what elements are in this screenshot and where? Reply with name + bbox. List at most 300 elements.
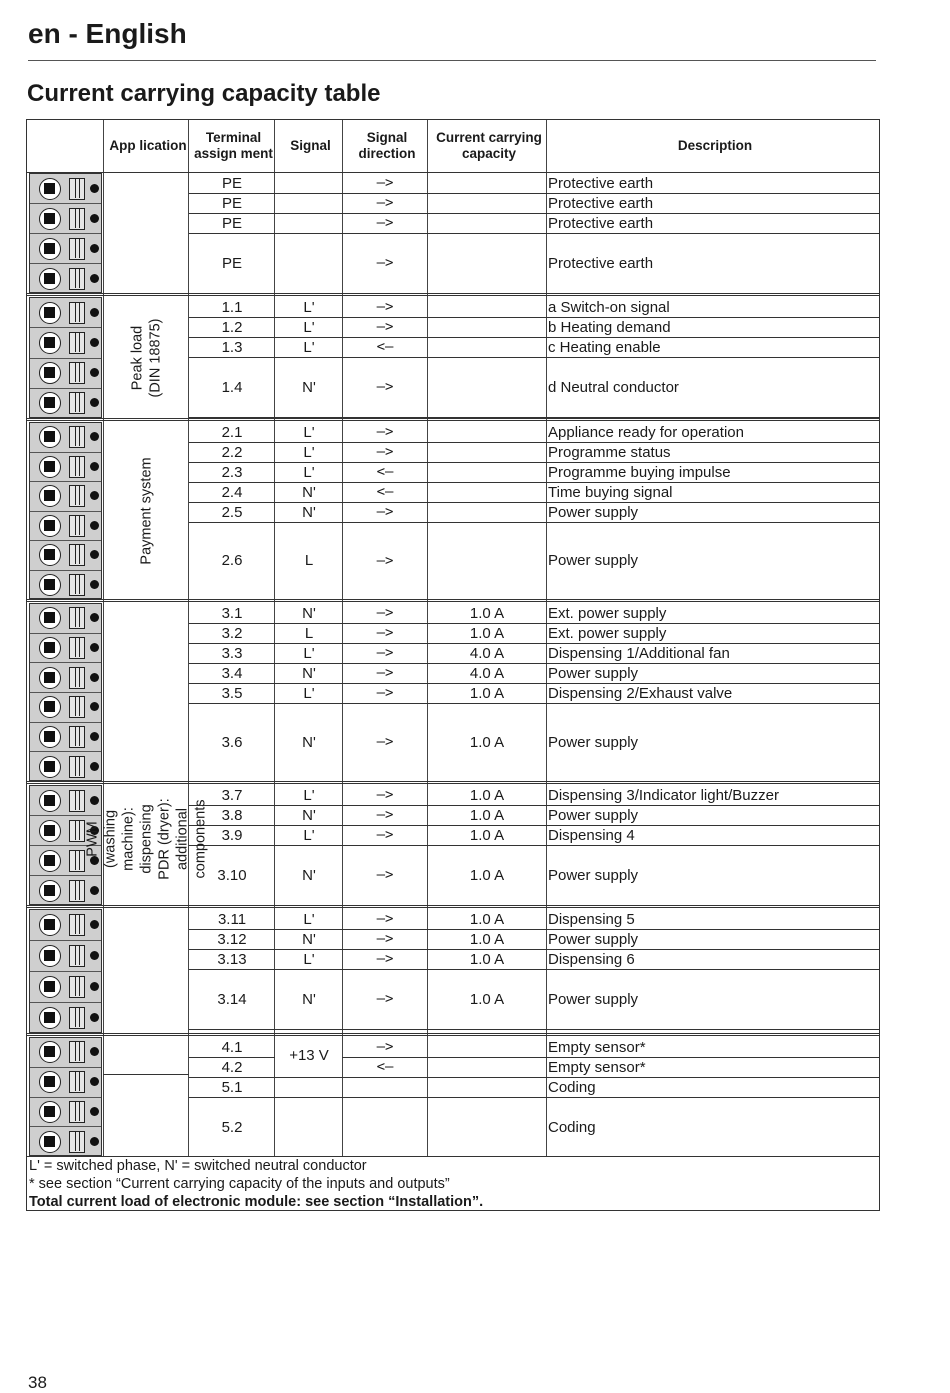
row-direction: —> <box>376 931 394 947</box>
clamp-icon <box>69 637 85 659</box>
contact-dot-icon <box>90 762 99 771</box>
contact-dot-icon <box>90 643 99 652</box>
connector-terminal <box>30 972 101 1003</box>
connector-terminal <box>30 359 101 389</box>
row-signal: N' <box>302 503 316 521</box>
screw-icon <box>39 820 61 842</box>
row-terminal: 3.13 <box>217 950 247 968</box>
row-terminal: PE <box>221 174 242 192</box>
row-terminal: 3.3 <box>221 644 243 662</box>
row-description: Programme status <box>548 443 671 461</box>
clamp-icon <box>69 392 85 414</box>
application-peak-load: Peak load (DIN 18875) <box>129 318 164 398</box>
row-signal <box>275 233 343 293</box>
row-current <box>427 1057 547 1077</box>
row-description: Coding <box>548 1078 596 1096</box>
connector-terminal <box>30 423 101 453</box>
connector-terminal <box>30 634 101 664</box>
clamp-icon <box>69 268 85 290</box>
header-description: Description <box>677 138 753 153</box>
clamp-icon <box>69 332 85 354</box>
current-capacity-table <box>26 119 880 1211</box>
footnote-legend: L' = switched phase, N' = switched neutral conductor <box>29 1158 367 1174</box>
row-terminal: 4.2 <box>221 1058 243 1076</box>
row-current: 1.0 A <box>469 826 505 844</box>
header-application: App lication <box>109 138 187 153</box>
row-signal: L' <box>303 338 315 356</box>
screw-icon <box>39 726 61 748</box>
coding-application-cell <box>104 1074 188 1156</box>
row-description: Dispensing 6 <box>548 950 635 968</box>
row-terminal: 2.1 <box>221 423 243 441</box>
row-current <box>427 193 547 213</box>
contact-dot-icon <box>90 1047 99 1056</box>
clamp-icon <box>69 1101 85 1123</box>
row-signal: L' <box>303 786 315 804</box>
clamp-icon <box>69 426 85 448</box>
clamp-icon <box>69 1041 85 1063</box>
row-signal: N' <box>302 866 316 884</box>
row-current: 1.0 A <box>469 733 505 751</box>
row-description: Empty sensor* <box>548 1058 646 1076</box>
screw-icon <box>39 456 61 478</box>
row-signal: N' <box>302 733 316 751</box>
contact-dot-icon <box>90 580 99 589</box>
screw-icon <box>39 637 61 659</box>
connector-terminal <box>30 1127 101 1157</box>
connector-terminal <box>30 389 101 419</box>
row-description: Protective earth <box>548 194 654 212</box>
row-signal: L' <box>303 443 315 461</box>
terminal-connector <box>29 909 102 1033</box>
application-pwm-pdr: PWM (washing machine): dispensing PDR (dryer): additional components <box>84 797 209 880</box>
row-terminal: 3.2 <box>221 624 243 642</box>
row-direction: <— <box>376 339 394 355</box>
row-description: Dispensing 3/Indicator light/Buzzer <box>548 786 779 804</box>
contact-dot-icon <box>90 184 99 193</box>
contact-dot-icon <box>90 432 99 441</box>
connector-terminal <box>30 453 101 483</box>
clamp-icon <box>69 1131 85 1153</box>
contact-dot-icon <box>90 491 99 500</box>
contact-dot-icon <box>90 308 99 317</box>
row-signal: L <box>304 552 314 569</box>
row-signal: N' <box>302 664 316 682</box>
clamp-icon <box>69 544 85 566</box>
screw-icon <box>39 238 61 260</box>
header-current-capacity: Current carrying capacity <box>436 130 542 161</box>
contact-dot-icon <box>90 521 99 530</box>
row-direction: <— <box>376 464 394 480</box>
header-terminal-assignment: Terminal assign ment <box>194 130 273 161</box>
connector-terminal <box>30 1068 101 1098</box>
connector-terminal <box>30 541 101 571</box>
contact-dot-icon <box>90 732 99 741</box>
row-direction: —> <box>376 379 394 395</box>
row-direction: —> <box>376 195 394 211</box>
header-signal: Signal <box>290 138 331 153</box>
connector-terminal <box>30 571 101 601</box>
row-terminal: 2.2 <box>221 443 243 461</box>
row-signal: N' <box>302 806 316 824</box>
row-current: 1.0 A <box>469 950 505 968</box>
row-terminal: 3.6 <box>221 733 243 751</box>
connector-terminal <box>30 663 101 693</box>
row-current <box>427 233 547 293</box>
row-description: Power supply <box>548 806 639 824</box>
contact-dot-icon <box>90 244 99 253</box>
row-signal <box>275 213 343 233</box>
row-description: Programme buying impulse <box>548 463 731 481</box>
row-current: 1.0 A <box>469 684 505 702</box>
row-description: Time buying signal <box>548 483 673 501</box>
clamp-icon <box>69 515 85 537</box>
connector-terminal <box>30 174 101 204</box>
row-signal: N' <box>302 930 316 948</box>
row-description: Power supply <box>548 664 639 682</box>
row-terminal: 3.4 <box>221 664 243 682</box>
row-divider <box>189 1029 879 1030</box>
connector-terminal <box>30 264 101 294</box>
row-direction: —> <box>376 605 394 621</box>
contact-dot-icon <box>90 886 99 895</box>
page-number: 38 <box>28 1373 47 1392</box>
footnote-asterisk: * see section “Current carrying capacity of the inputs and outputs” <box>29 1176 450 1192</box>
footnote-total-load: Total current load of electronic module: see section “Installation”. <box>29 1194 484 1210</box>
terminal-connector <box>29 422 102 599</box>
contact-dot-icon <box>90 398 99 407</box>
connector-terminal <box>30 693 101 723</box>
row-terminal: 5.2 <box>221 1118 243 1136</box>
row-direction: —> <box>376 645 394 661</box>
clamp-icon <box>69 302 85 324</box>
contact-dot-icon <box>90 274 99 283</box>
header-rule <box>28 60 876 61</box>
row-direction: —> <box>376 1039 394 1055</box>
row-description: Dispensing 5 <box>548 910 635 928</box>
row-current <box>427 1097 547 1157</box>
section-title: Current carrying capacity table <box>27 80 381 107</box>
row-terminal: 3.7 <box>221 786 243 804</box>
clamp-icon <box>69 238 85 260</box>
clamp-icon <box>69 208 85 230</box>
row-direction: —> <box>376 827 394 843</box>
merged-signal-value: +13 V <box>289 1047 329 1064</box>
screw-icon <box>39 332 61 354</box>
row-direction: —> <box>376 911 394 927</box>
row-description: b Heating demand <box>548 318 671 336</box>
row-terminal: PE <box>221 194 242 212</box>
row-current: 1.0 A <box>469 910 505 928</box>
footnote-separator <box>27 1156 879 1157</box>
row-current <box>427 522 547 599</box>
row-direction: —> <box>376 552 394 569</box>
row-direction: —> <box>376 255 394 271</box>
row-direction: —> <box>376 787 394 803</box>
row-description: Protective earth <box>548 254 654 272</box>
row-signal <box>275 193 343 213</box>
clamp-icon <box>69 945 85 967</box>
row-signal: L' <box>303 318 315 336</box>
screw-icon <box>39 850 61 872</box>
row-current <box>427 1077 547 1097</box>
row-current <box>427 213 547 233</box>
connector-terminal <box>30 482 101 512</box>
screw-icon <box>39 426 61 448</box>
row-description: Power supply <box>548 990 639 1008</box>
contact-dot-icon <box>90 1107 99 1116</box>
row-description: Dispensing 4 <box>548 826 635 844</box>
screw-icon <box>39 1071 61 1093</box>
row-signal: N' <box>302 990 316 1008</box>
clamp-icon <box>69 456 85 478</box>
contact-dot-icon <box>90 462 99 471</box>
screw-icon <box>39 544 61 566</box>
row-current <box>427 462 547 482</box>
screw-icon <box>39 667 61 689</box>
row-direction: —> <box>376 807 394 823</box>
connector-terminal <box>30 512 101 542</box>
clamp-icon <box>69 178 85 200</box>
row-direction: —> <box>376 215 394 231</box>
row-signal: L' <box>303 910 315 928</box>
contact-dot-icon <box>90 1137 99 1146</box>
clamp-icon <box>69 1071 85 1093</box>
connector-terminal <box>30 910 101 941</box>
contact-dot-icon <box>90 1077 99 1086</box>
row-terminal: 1.2 <box>221 318 243 336</box>
terminal-connector <box>29 297 102 418</box>
row-description: d Neutral conductor <box>548 378 679 396</box>
connector-terminal <box>30 1003 101 1034</box>
connector-terminal <box>30 234 101 264</box>
screw-icon <box>39 607 61 629</box>
row-description: Ext. power supply <box>548 604 667 622</box>
screw-icon <box>39 485 61 507</box>
header-signal-direction: Signal direction <box>358 130 416 161</box>
row-terminal: 5.1 <box>221 1078 243 1096</box>
row-current <box>427 173 547 193</box>
row-description: a Switch-on signal <box>548 298 670 316</box>
row-current <box>427 442 547 462</box>
row-current: 4.0 A <box>469 644 505 662</box>
contact-dot-icon <box>90 338 99 347</box>
row-description: Empty sensor* <box>548 1038 646 1056</box>
row-signal <box>275 173 343 193</box>
row-current <box>427 502 547 522</box>
row-direction: —> <box>376 951 394 967</box>
row-terminal: 3.1 <box>221 604 243 622</box>
screw-icon <box>39 392 61 414</box>
contact-dot-icon <box>90 982 99 991</box>
row-description: c Heating enable <box>548 338 661 356</box>
row-current <box>427 422 547 442</box>
clamp-icon <box>69 756 85 778</box>
screw-icon <box>39 696 61 718</box>
clamp-icon <box>69 362 85 384</box>
row-current: 1.0 A <box>469 990 505 1008</box>
row-terminal: 1.3 <box>221 338 243 356</box>
row-description: Power supply <box>548 503 639 521</box>
row-current: 1.0 A <box>469 866 505 884</box>
row-description: Appliance ready for operation <box>548 423 744 441</box>
row-terminal: 3.14 <box>217 990 247 1008</box>
row-description: Power supply <box>548 866 639 884</box>
screw-icon <box>39 515 61 537</box>
contact-dot-icon <box>90 920 99 929</box>
terminal-connector <box>29 603 102 781</box>
contact-dot-icon <box>90 1013 99 1022</box>
row-signal: N' <box>302 483 316 501</box>
row-terminal: 3.11 <box>217 910 247 928</box>
row-signal: L' <box>303 644 315 662</box>
row-direction: —> <box>376 685 394 701</box>
row-terminal: 2.6 <box>221 552 243 569</box>
row-signal: L' <box>303 826 315 844</box>
contact-dot-icon <box>90 214 99 223</box>
contact-dot-icon <box>90 368 99 377</box>
row-current: 1.0 A <box>469 624 505 642</box>
row-current <box>427 482 547 502</box>
row-direction: —> <box>376 424 394 440</box>
row-direction: —> <box>376 319 394 335</box>
row-direction: <— <box>376 484 394 500</box>
group-divider <box>27 293 879 296</box>
screw-icon <box>39 1131 61 1153</box>
screw-icon <box>39 945 61 967</box>
row-direction: —> <box>376 734 394 750</box>
coding-divider <box>103 1074 189 1075</box>
screw-icon <box>39 1007 61 1029</box>
clamp-icon <box>69 976 85 998</box>
row-direction: —> <box>376 299 394 315</box>
row-direction: —> <box>376 444 394 460</box>
clamp-icon <box>69 1007 85 1029</box>
contact-dot-icon <box>90 673 99 682</box>
contact-dot-icon <box>90 951 99 960</box>
screw-icon <box>39 790 61 812</box>
contact-dot-icon <box>90 702 99 711</box>
clamp-icon <box>69 574 85 596</box>
screw-icon <box>39 302 61 324</box>
screw-icon <box>39 756 61 778</box>
row-signal: L' <box>303 423 315 441</box>
screw-icon <box>39 976 61 998</box>
connector-terminal <box>30 941 101 972</box>
row-description: Protective earth <box>548 174 654 192</box>
terminal-connector <box>29 173 102 293</box>
application-payment-system: Payment system <box>138 457 155 565</box>
clamp-icon <box>69 485 85 507</box>
row-current: 1.0 A <box>469 786 505 804</box>
row-direction: —> <box>376 867 394 883</box>
screw-icon <box>39 1041 61 1063</box>
row-description: Dispensing 1/Additional fan <box>548 644 730 662</box>
connector-terminal <box>30 328 101 358</box>
row-description: Power supply <box>548 733 639 751</box>
row-direction <box>343 1077 427 1097</box>
terminal-connector <box>29 1037 102 1156</box>
row-terminal: 3.9 <box>221 826 243 844</box>
row-signal: L' <box>303 463 315 481</box>
clamp-icon <box>69 914 85 936</box>
row-terminal: 2.5 <box>221 503 243 521</box>
row-terminal: 1.4 <box>221 378 243 396</box>
connector-terminal <box>30 723 101 753</box>
row-direction: —> <box>376 175 394 191</box>
row-current: 1.0 A <box>469 806 505 824</box>
screw-icon <box>39 362 61 384</box>
row-direction: —> <box>376 991 394 1007</box>
row-signal: L' <box>303 950 315 968</box>
row-direction: <— <box>376 1059 394 1075</box>
connector-terminal <box>30 604 101 634</box>
connector-terminal <box>30 298 101 328</box>
row-direction: —> <box>376 504 394 520</box>
row-terminal: 3.5 <box>221 684 243 702</box>
row-terminal: PE <box>221 214 242 232</box>
row-terminal: 3.12 <box>217 930 247 948</box>
row-terminal: 3.10 <box>217 866 247 884</box>
row-current <box>427 357 547 417</box>
contact-dot-icon <box>90 613 99 622</box>
connector-terminal <box>30 752 101 782</box>
connector-terminal <box>30 1098 101 1128</box>
row-terminal: 2.3 <box>221 463 243 481</box>
screw-icon <box>39 574 61 596</box>
row-current: 4.0 A <box>469 664 505 682</box>
clamp-icon <box>69 667 85 689</box>
row-terminal: PE <box>221 254 242 272</box>
row-terminal: 2.4 <box>221 483 243 501</box>
row-current <box>427 1037 547 1057</box>
screw-icon <box>39 880 61 902</box>
row-description: Protective earth <box>548 214 654 232</box>
row-signal: N' <box>302 604 316 622</box>
row-current: 1.0 A <box>469 604 505 622</box>
screw-icon <box>39 914 61 936</box>
row-description: Dispensing 2/Exhaust valve <box>548 684 733 702</box>
connector-terminal <box>30 204 101 234</box>
language-header: en - English <box>28 18 187 49</box>
row-description: Power supply <box>548 552 639 569</box>
row-signal: N' <box>302 378 316 396</box>
clamp-icon <box>69 607 85 629</box>
clamp-icon <box>69 880 85 902</box>
screw-icon <box>39 178 61 200</box>
row-terminal: 1.1 <box>221 298 243 316</box>
row-signal: L <box>304 624 314 642</box>
clamp-icon <box>69 696 85 718</box>
connector-terminal <box>30 1038 101 1068</box>
row-current <box>427 297 547 317</box>
row-signal <box>275 1097 343 1157</box>
clamp-icon <box>69 726 85 748</box>
row-terminal: 4.1 <box>221 1038 243 1056</box>
row-direction: —> <box>376 665 394 681</box>
screw-icon <box>39 268 61 290</box>
contact-dot-icon <box>90 550 99 559</box>
screw-icon <box>39 1101 61 1123</box>
row-direction: —> <box>376 625 394 641</box>
row-signal: L' <box>303 684 315 702</box>
row-terminal: 3.8 <box>221 806 243 824</box>
row-current <box>427 317 547 337</box>
row-signal: L' <box>303 298 315 316</box>
row-signal <box>275 1077 343 1097</box>
row-current: 1.0 A <box>469 930 505 948</box>
row-current <box>427 337 547 357</box>
